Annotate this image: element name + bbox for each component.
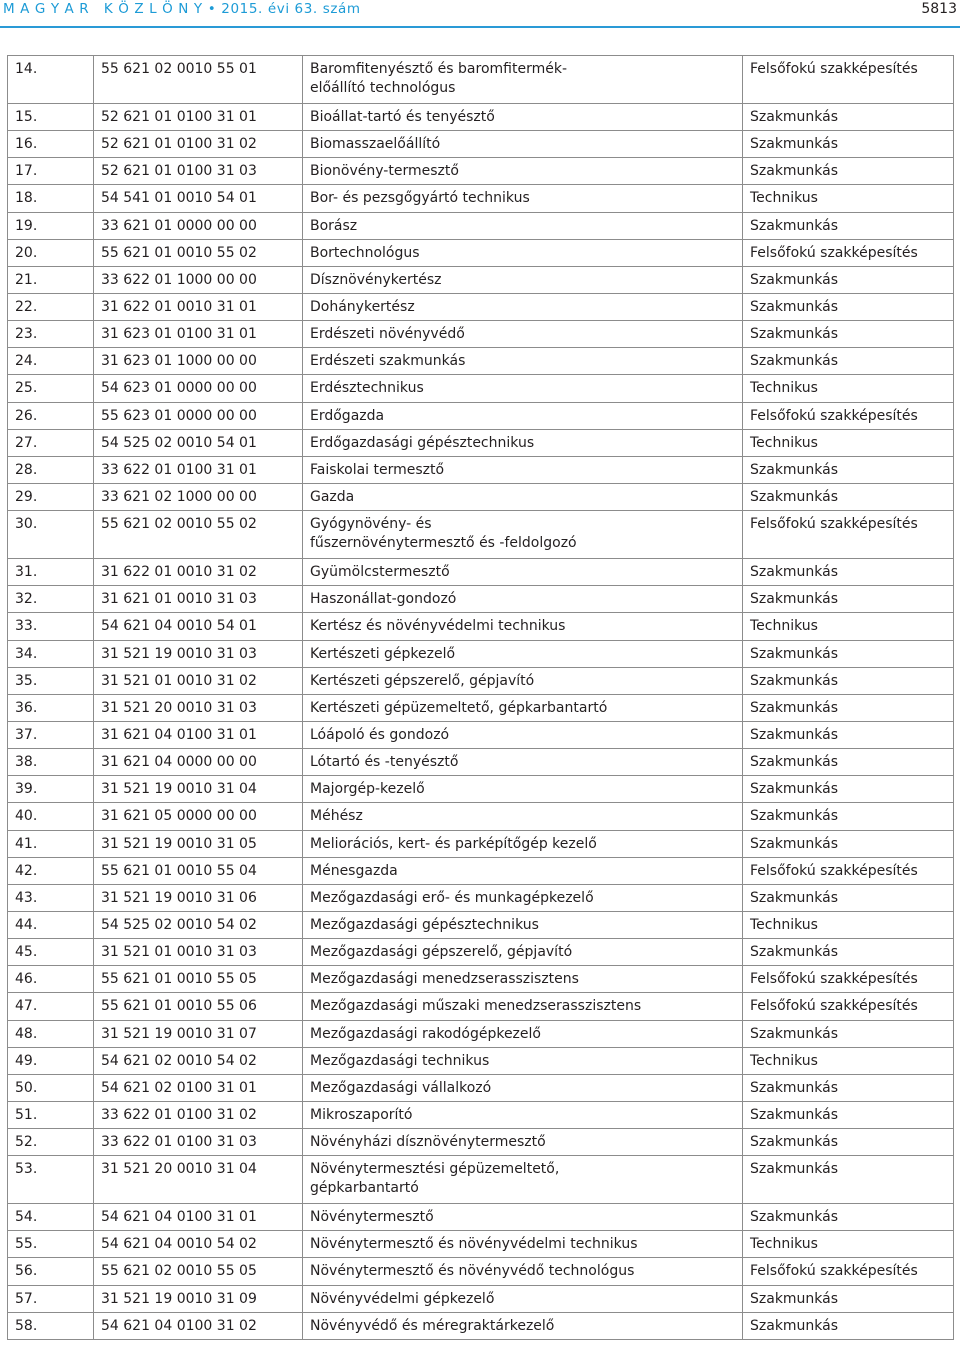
table-row [8,1020,954,1047]
qualification-level-cell: Szakmunkás [743,749,954,776]
qualification-name-cell: Ménesgazda [303,857,743,884]
qualification-name-cell: Erdészeti növényvédő [303,321,743,348]
qualification-name-cell: Bor- és pezsgőgyártó technikus [303,185,743,212]
qualification-code-cell: 31 521 19 0010 31 06 [94,884,303,911]
qualification-name-cell: Növénytermesztési gépüzemeltető, gépkarbantartó [303,1156,743,1204]
table-row [8,185,954,212]
qualification-level-cell: Szakmunkás [743,266,954,293]
qualification-code-cell: 33 622 01 0100 31 01 [94,456,303,483]
qualification-name-cell: Növényházi dísznövénytermesztő [303,1129,743,1156]
journal-title: M A G Y A R K Ö Z L Ö N Y [3,1,203,17]
table-row [8,348,954,375]
table-row [8,1258,954,1285]
qualification-level-cell: Szakmunkás [743,104,954,131]
table-row [8,939,954,966]
table-row [8,56,954,104]
qualification-level-cell: Szakmunkás [743,640,954,667]
qualification-code-cell: 31 521 01 0010 31 03 [94,939,303,966]
qualification-code-cell: 52 621 01 0100 31 03 [94,158,303,185]
qualification-code-cell: 52 621 01 0100 31 01 [94,104,303,131]
qualification-level-cell: Szakmunkás [743,1156,954,1204]
qualification-code-cell: 54 621 02 0010 54 02 [94,1047,303,1074]
qualification-name-cell: Mezőgazdasági gépésztechnikus [303,911,743,938]
qualification-code-cell: 31 622 01 0010 31 02 [94,559,303,586]
qualification-name-cell: Biomasszaelőállító [303,131,743,158]
table-row [8,239,954,266]
qualification-name-cell: Gyógynövény- és fűszernövénytermesztő és -feldolgozó [303,511,743,559]
qualification-name-cell: Mezőgazdasági vállalkozó [303,1074,743,1101]
row-number-cell: 26. [8,402,94,429]
table-row [8,429,954,456]
qualification-code-cell: 31 521 19 0010 31 05 [94,830,303,857]
table-row [8,640,954,667]
qualification-code-cell: 33 622 01 0100 31 02 [94,1101,303,1128]
table-row [8,321,954,348]
qualification-name-cell: Méhész [303,803,743,830]
qualification-level-cell: Szakmunkás [743,456,954,483]
qualification-level-cell: Technikus [743,1047,954,1074]
qualification-level-cell: Technikus [743,375,954,402]
qualification-code-cell: 33 621 01 0000 00 00 [94,212,303,239]
table-row [8,131,954,158]
table-row [8,586,954,613]
table-row [8,857,954,884]
table-row [8,483,954,510]
qualification-level-cell: Szakmunkás [743,721,954,748]
qualification-level-cell: Szakmunkás [743,348,954,375]
qualification-level-cell: Szakmunkás [743,158,954,185]
qualification-name-cell: Kertészeti gépüzemeltető, gépkarbantartó [303,694,743,721]
qualification-code-cell: 55 621 01 0010 55 05 [94,966,303,993]
row-number-cell: 34. [8,640,94,667]
qualification-level-cell: Szakmunkás [743,776,954,803]
row-number-cell: 42. [8,857,94,884]
table-row [8,694,954,721]
qualification-name-cell: Lótartó és -tenyésztő [303,749,743,776]
qualification-code-cell: 31 621 01 0010 31 03 [94,586,303,613]
row-number-cell: 19. [8,212,94,239]
row-number-cell: 52. [8,1129,94,1156]
qualification-level-cell: Szakmunkás [743,1129,954,1156]
qualification-level-cell: Felsőfokú szakképesítés [743,239,954,266]
row-number-cell: 46. [8,966,94,993]
row-number-cell: 18. [8,185,94,212]
row-number-cell: 25. [8,375,94,402]
qualification-name-cell: Dohánykertész [303,293,743,320]
row-number-cell: 14. [8,56,94,104]
qualification-level-cell: Felsőfokú szakképesítés [743,402,954,429]
qualification-level-cell: Szakmunkás [743,293,954,320]
qualification-name-cell: Bionövény-termesztő [303,158,743,185]
qualification-level-cell: Szakmunkás [743,321,954,348]
row-number-cell: 20. [8,239,94,266]
page-number: 5813 [921,1,957,17]
qualification-name-cell: Gyümölcstermesztő [303,559,743,586]
table-row [8,402,954,429]
qualification-code-cell: 55 621 02 0010 55 02 [94,511,303,559]
qualification-code-cell: 55 621 01 0010 55 02 [94,239,303,266]
row-number-cell: 44. [8,911,94,938]
table-row [8,1204,954,1231]
table-row [8,1101,954,1128]
qualification-name-cell: Mikroszaporító [303,1101,743,1128]
qualification-code-cell: 31 521 01 0010 31 02 [94,667,303,694]
qualification-name-cell: Gazda [303,483,743,510]
qualification-name-cell: Növénytermesztő és növényvédő technológus [303,1258,743,1285]
row-number-cell: 43. [8,884,94,911]
qualification-name-cell: Meliorációs, kert- és parképítőgép kezelő [303,830,743,857]
qualification-level-cell: Szakmunkás [743,830,954,857]
row-number-cell: 49. [8,1047,94,1074]
qualification-level-cell: Felsőfokú szakképesítés [743,857,954,884]
row-number-cell: 51. [8,1101,94,1128]
row-number-cell: 31. [8,559,94,586]
qualification-level-cell: Technikus [743,185,954,212]
row-number-cell: 15. [8,104,94,131]
table-row [8,511,954,559]
qualification-code-cell: 55 621 01 0010 55 06 [94,993,303,1020]
qualification-level-cell: Technikus [743,1231,954,1258]
table-row [8,884,954,911]
qualification-name-cell: Mezőgazdasági gépszerelő, gépjavító [303,939,743,966]
row-number-cell: 55. [8,1231,94,1258]
row-number-cell: 39. [8,776,94,803]
page-header [0,0,960,24]
qualification-level-cell: Szakmunkás [743,1074,954,1101]
row-number-cell: 23. [8,321,94,348]
qualification-level-cell: Felsőfokú szakképesítés [743,1258,954,1285]
issue-label: 2015. évi 63. szám [221,1,361,17]
row-number-cell: 27. [8,429,94,456]
qualification-level-cell: Szakmunkás [743,1204,954,1231]
qualification-name-cell: Mezőgazdasági rakodógépkezelő [303,1020,743,1047]
row-number-cell: 47. [8,993,94,1020]
row-number-cell: 35. [8,667,94,694]
table-body [8,56,954,1340]
qualification-level-cell: Felsőfokú szakképesítés [743,56,954,104]
qualification-name-cell: Baromfitenyésztő és baromfitermék-előállító technológus [303,56,743,104]
qualification-code-cell: 33 622 01 1000 00 00 [94,266,303,293]
qualification-code-cell: 55 621 02 0010 55 01 [94,56,303,104]
qualification-code-cell: 31 623 01 1000 00 00 [94,348,303,375]
qualification-name-cell: Erdőgazdasági gépésztechnikus [303,429,743,456]
journal-header [3,1,361,17]
qualification-name-cell: Majorgép-kezelő [303,776,743,803]
qualification-level-cell: Felsőfokú szakképesítés [743,511,954,559]
table-row [8,1312,954,1339]
qualification-level-cell: Szakmunkás [743,212,954,239]
table-row [8,776,954,803]
table-row [8,721,954,748]
qualification-name-cell: Mezőgazdasági technikus [303,1047,743,1074]
qualification-code-cell: 54 623 01 0000 00 00 [94,375,303,402]
qualification-code-cell: 54 525 02 0010 54 01 [94,429,303,456]
qualification-code-cell: 55 621 01 0010 55 04 [94,857,303,884]
qualification-name-cell: Borász [303,212,743,239]
qualification-code-cell: 31 623 01 0100 31 01 [94,321,303,348]
qualification-level-cell: Felsőfokú szakképesítés [743,993,954,1020]
qualification-code-cell: 33 622 01 0100 31 03 [94,1129,303,1156]
table-row [8,993,954,1020]
row-number-cell: 22. [8,293,94,320]
row-number-cell: 50. [8,1074,94,1101]
row-number-cell: 54. [8,1204,94,1231]
qualification-level-cell: Szakmunkás [743,939,954,966]
qualification-level-cell: Technikus [743,429,954,456]
table-row [8,104,954,131]
qualification-code-cell: 55 621 02 0010 55 05 [94,1258,303,1285]
row-number-cell: 53. [8,1156,94,1204]
qualification-code-cell: 55 623 01 0000 00 00 [94,402,303,429]
qualification-level-cell: Szakmunkás [743,884,954,911]
qualification-code-cell: 54 525 02 0010 54 02 [94,911,303,938]
qualification-level-cell: Szakmunkás [743,1285,954,1312]
qualification-name-cell: Mezőgazdasági erő- és munkagépkezelő [303,884,743,911]
qualification-code-cell: 31 622 01 0010 31 01 [94,293,303,320]
qualification-code-cell: 31 621 05 0000 00 00 [94,803,303,830]
table-row [8,456,954,483]
qualification-name-cell: Kertészeti gépszerelő, gépjavító [303,667,743,694]
row-number-cell: 58. [8,1312,94,1339]
row-number-cell: 21. [8,266,94,293]
qualification-code-cell: 31 621 04 0000 00 00 [94,749,303,776]
qualification-level-cell: Szakmunkás [743,667,954,694]
table-row [8,1285,954,1312]
qualification-level-cell: Szakmunkás [743,131,954,158]
row-number-cell: 17. [8,158,94,185]
qualification-level-cell: Felsőfokú szakképesítés [743,966,954,993]
qualification-level-cell: Technikus [743,613,954,640]
table-row [8,293,954,320]
row-number-cell: 45. [8,939,94,966]
qualification-code-cell: 54 541 01 0010 54 01 [94,185,303,212]
row-number-cell: 28. [8,456,94,483]
qualification-level-cell: Szakmunkás [743,559,954,586]
table-row [8,1231,954,1258]
qualification-code-cell: 31 521 19 0010 31 04 [94,776,303,803]
qualification-name-cell: Kertészeti gépkezelő [303,640,743,667]
qualification-code-cell: 31 521 19 0010 31 07 [94,1020,303,1047]
qualification-name-cell: Haszonállat-gondozó [303,586,743,613]
qualification-name-cell: Faiskolai termesztő [303,456,743,483]
qualification-code-cell: 31 621 04 0100 31 01 [94,721,303,748]
table-row [8,613,954,640]
qualification-code-cell: 33 621 02 1000 00 00 [94,483,303,510]
qualification-name-cell: Erdőgazda [303,402,743,429]
table-row [8,749,954,776]
qualification-level-cell: Szakmunkás [743,586,954,613]
qualification-level-cell: Technikus [743,911,954,938]
qualification-name-cell: Kertész és növényvédelmi technikus [303,613,743,640]
table-row [8,375,954,402]
row-number-cell: 29. [8,483,94,510]
row-number-cell: 48. [8,1020,94,1047]
row-number-cell: 41. [8,830,94,857]
table-row [8,1047,954,1074]
qualification-code-cell: 54 621 04 0100 31 02 [94,1312,303,1339]
qualification-level-cell: Szakmunkás [743,1101,954,1128]
table-row [8,803,954,830]
qualification-name-cell: Erdésztechnikus [303,375,743,402]
qualification-level-cell: Szakmunkás [743,694,954,721]
qualification-level-cell: Szakmunkás [743,483,954,510]
row-number-cell: 33. [8,613,94,640]
qualification-name-cell: Erdészeti szakmunkás [303,348,743,375]
row-number-cell: 32. [8,586,94,613]
qualification-name-cell: Mezőgazdasági műszaki menedzserasszisztens [303,993,743,1020]
qualification-level-cell: Szakmunkás [743,803,954,830]
table-row [8,1074,954,1101]
qualification-name-cell: Lóápoló és gondozó [303,721,743,748]
qualification-code-cell: 31 521 20 0010 31 03 [94,694,303,721]
row-number-cell: 40. [8,803,94,830]
row-number-cell: 24. [8,348,94,375]
qualification-name-cell: Bioállat-tartó és tenyésztő [303,104,743,131]
header-bullet: • [207,1,217,17]
qualification-name-cell: Növénytermesztő [303,1204,743,1231]
row-number-cell: 56. [8,1258,94,1285]
table-row [8,266,954,293]
table-row [8,1129,954,1156]
table-row [8,559,954,586]
row-number-cell: 30. [8,511,94,559]
qualification-code-cell: 54 621 04 0010 54 01 [94,613,303,640]
row-number-cell: 38. [8,749,94,776]
header-rule [0,26,960,28]
qualification-name-cell: Bortechnológus [303,239,743,266]
qualification-code-cell: 52 621 01 0100 31 02 [94,131,303,158]
table-row [8,830,954,857]
qualification-code-cell: 31 521 20 0010 31 04 [94,1156,303,1204]
table-row [8,911,954,938]
table-row [8,667,954,694]
qualification-name-cell: Dísznövénykertész [303,266,743,293]
table-row [8,212,954,239]
qualification-code-cell: 54 621 04 0100 31 01 [94,1204,303,1231]
qualification-name-cell: Mezőgazdasági menedzserasszisztens [303,966,743,993]
qualifications-table [7,55,954,1340]
qualification-level-cell: Szakmunkás [743,1312,954,1339]
qualification-code-cell: 31 521 19 0010 31 09 [94,1285,303,1312]
qualification-level-cell: Szakmunkás [743,1020,954,1047]
qualification-code-cell: 31 521 19 0010 31 03 [94,640,303,667]
row-number-cell: 57. [8,1285,94,1312]
table-row [8,1156,954,1204]
qualification-name-cell: Növényvédelmi gépkezelő [303,1285,743,1312]
row-number-cell: 16. [8,131,94,158]
qualification-name-cell: Növényvédő és méregraktárkezelő [303,1312,743,1339]
row-number-cell: 36. [8,694,94,721]
table-row [8,966,954,993]
qualification-name-cell: Növénytermesztő és növényvédelmi technikus [303,1231,743,1258]
table-row [8,158,954,185]
qualification-code-cell: 54 621 04 0010 54 02 [94,1231,303,1258]
qualification-code-cell: 54 621 02 0100 31 01 [94,1074,303,1101]
row-number-cell: 37. [8,721,94,748]
